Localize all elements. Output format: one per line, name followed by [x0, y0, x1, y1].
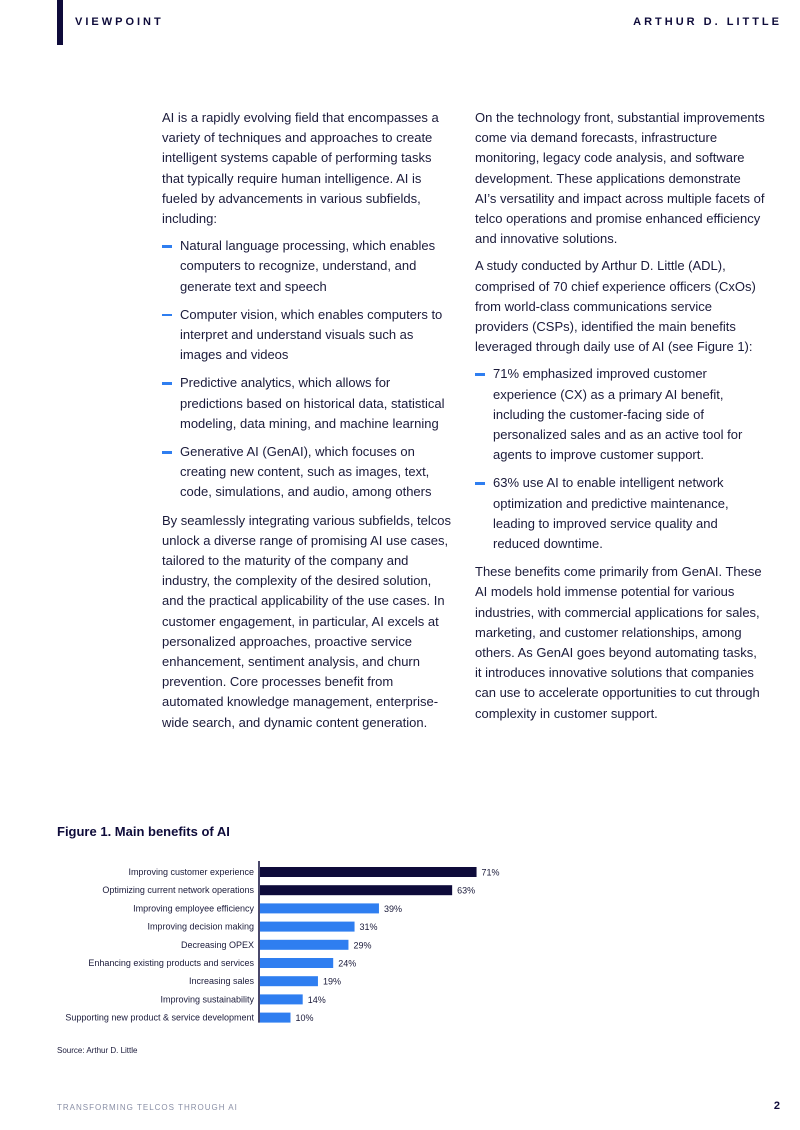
bar	[260, 940, 348, 950]
header-accent-bar	[57, 0, 63, 45]
intro-paragraph: AI is a rapidly evolving field that encompasses a variety of techniques and approaches to create intelligent systems capable of performing tasks that typically require human intelligence. AI is fueled by advancements in various subfields, including:	[162, 110, 439, 227]
category-label: Improving sustainability	[160, 994, 254, 1005]
category-label: Improving customer experience	[128, 867, 254, 877]
list-item: 71% emphasized improved customer experience (CX) as a primary AI benefit, including the customer-facing side of personalized sales and as an active tool for agents to improve customer support.	[475, 364, 765, 465]
value-label: 29%	[353, 940, 372, 951]
bar	[260, 885, 452, 895]
section-label: VIEWPOINT	[75, 16, 164, 28]
list-item: 63% use AI to enable intelligent network optimization and predictive maintenance, leading to improved service quality and reduced downtime.	[475, 473, 765, 554]
bar	[260, 1013, 291, 1023]
value-label: 31%	[359, 922, 378, 933]
closing-paragraph: By seamlessly integrating various subfields, telcos unlock a diverse range of promising AI use cases, tailored to the maturity of the company and industry, the complexity of the desired solution, and the practical applicability of the use cases. In customer engagement, in particular, AI excels at personalized approaches, proactive service enhancement, sentiment analysis, and churn prevention. Core processes benefit from automated knowledge management, enterprise-wide search, and dynamic content generation.	[162, 512, 452, 730]
page-number: 2	[773, 1100, 780, 1112]
right-column	[475, 108, 765, 731]
list-item: Computer vision, which enables computers to interpret and understand visuals such as images and videos	[162, 305, 452, 366]
value-label: 71%	[481, 867, 500, 878]
category-label: Improving employee efficiency	[133, 903, 254, 914]
technology-paragraph: On the technology front, substantial improvements come via demand forecasts, infrastructure monitoring, legacy code analysis, and software development. These applications demonstrate AI’s versatility and impact across multiple facets of telco operations and promise enhanced efficiency and innovative solutions.	[475, 110, 765, 247]
value-label: 24%	[338, 958, 357, 969]
bar	[260, 903, 379, 913]
left-column	[162, 108, 452, 740]
bar	[260, 867, 477, 877]
benefits-list	[475, 364, 765, 554]
bar	[260, 922, 355, 932]
category-label: Increasing sales	[188, 976, 254, 987]
bar	[260, 994, 303, 1004]
footer-title: TRANSFORMING TELCOS THROUGH AI	[57, 1103, 238, 1112]
category-label: Optimizing current network operations	[102, 885, 254, 896]
brand-name: ARTHUR D. LITTLE	[633, 16, 782, 28]
value-label: 10%	[295, 1013, 314, 1024]
value-label: 39%	[383, 903, 402, 914]
value-label: 19%	[322, 976, 341, 987]
figure-source: Source: Arthur D. Little	[57, 1046, 138, 1055]
list-item: Natural language processing, which enables computers to recognize, understand, and generate text and speech	[162, 236, 452, 297]
category-label: Enhancing existing products and services	[88, 958, 254, 968]
study-paragraph: A study conducted by Arthur D. Little (ADL), comprised of 70 chief experience officers (CxOs) from world-class communications service providers (CSPs), identified the main benefits leveraged through daily use of AI (see Figure 1):	[475, 258, 756, 355]
list-item: Generative AI (GenAI), which focuses on creating new content, such as images, text, code, simulations, and audio, among others	[162, 442, 452, 503]
figure-title: Figure 1. Main benefits of AI	[57, 824, 230, 839]
value-label: 63%	[457, 885, 476, 896]
value-label: 14%	[307, 994, 326, 1005]
category-label: Improving decision making	[147, 921, 254, 932]
category-label: Decreasing OPEX	[180, 939, 254, 950]
subfields-list	[162, 236, 452, 502]
bar-chart	[0, 855, 800, 1035]
category-label: Supporting new product & service development	[65, 1012, 254, 1023]
genai-paragraph: These benefits come primarily from GenAI. These AI models hold immense potential for various industries, with commercial applications for sales, marketing, and customer relationships, among others. As GenAI goes beyond automating tasks, it introduces innovative solutions that companies can use to accelerate opportunities to cut through complexity in customer support.	[475, 564, 762, 721]
list-item: Predictive analytics, which allows for predictions based on historical data, statistical modeling, data mining, and machine learning	[162, 373, 452, 434]
bar	[260, 976, 318, 986]
bar	[260, 958, 333, 968]
